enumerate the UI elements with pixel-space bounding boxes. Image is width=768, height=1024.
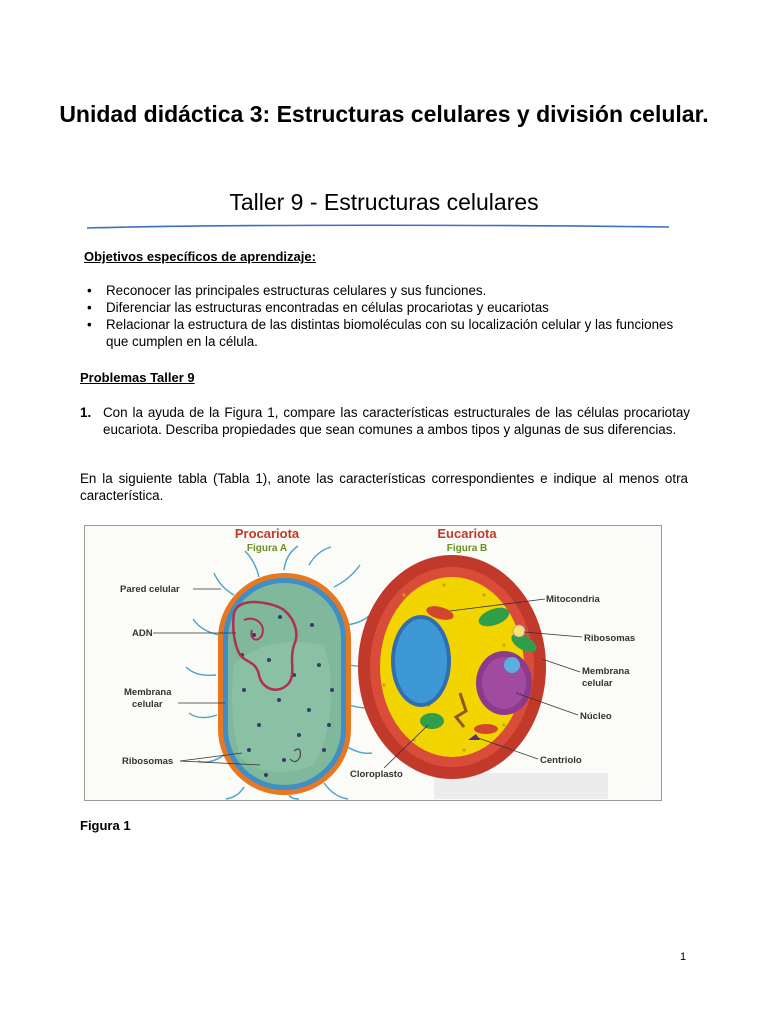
label-ribosomas: Ribosomas [122,756,174,767]
page-subtitle: Taller 9 - Estructuras celulares [229,189,539,215]
label-nucleo: Núcleo [580,711,612,722]
label-membrana-euk: Membrana [582,666,630,677]
label-pared-celular: Pared celular [120,584,180,595]
objectives-heading: Objetivos específicos de aprendizaje: [84,249,316,264]
cell-figure [84,525,662,801]
question-number: 1. [80,405,92,420]
label-adn: ADN [132,628,153,639]
page-title: Unidad didáctica 3: Estructuras celulares y división celular. [59,101,709,127]
eukaryote-title: Eucariota [437,526,497,541]
objectives-list [84,282,698,350]
figure-caption: Figura 1 [80,818,131,833]
page-number: 1 [680,951,687,963]
label-ribosomas-euk: Ribosomas [584,633,636,644]
prokaryote-title: Procariota [234,526,300,541]
label-celular: celular [132,699,163,710]
objective-item: • Relacionar la estructura de las distintas biomoléculas con su localización celular y las funciones que cumplen en la célula. [84,316,698,350]
label-celular-euk: celular [582,678,613,689]
label-mitocondria: Mitocondria [546,594,600,605]
label-centriolo: Centriolo [540,755,582,766]
problems-heading: Problemas Taller 9 [80,370,195,385]
title-divider [86,222,670,232]
eukaryote-cell [358,555,546,779]
question-text: Con la ayuda de la Figura 1, compare las características estructurales de las células procariotay eucariota. Describa propiedades que sean comunes a ambos tipos y algunas de sus diferencias. [103,405,690,437]
label-cloroplasto: Cloroplasto [350,769,403,780]
prokaryote-subtitle: Figura A [246,543,288,554]
eukaryote-subtitle: Figura B [446,543,488,554]
question-1 [80,404,690,438]
table-instruction: En la siguiente tabla (Tabla 1), anote las características correspondientes e indique al menos otra característica. [80,471,688,503]
label-membrana: Membrana [124,687,172,698]
objective-item: • Diferenciar las estructuras encontradas en células procariotas y eucariotas [84,299,698,316]
objective-item: • Reconocer las principales estructuras celulares y sus funciones. [84,282,698,299]
